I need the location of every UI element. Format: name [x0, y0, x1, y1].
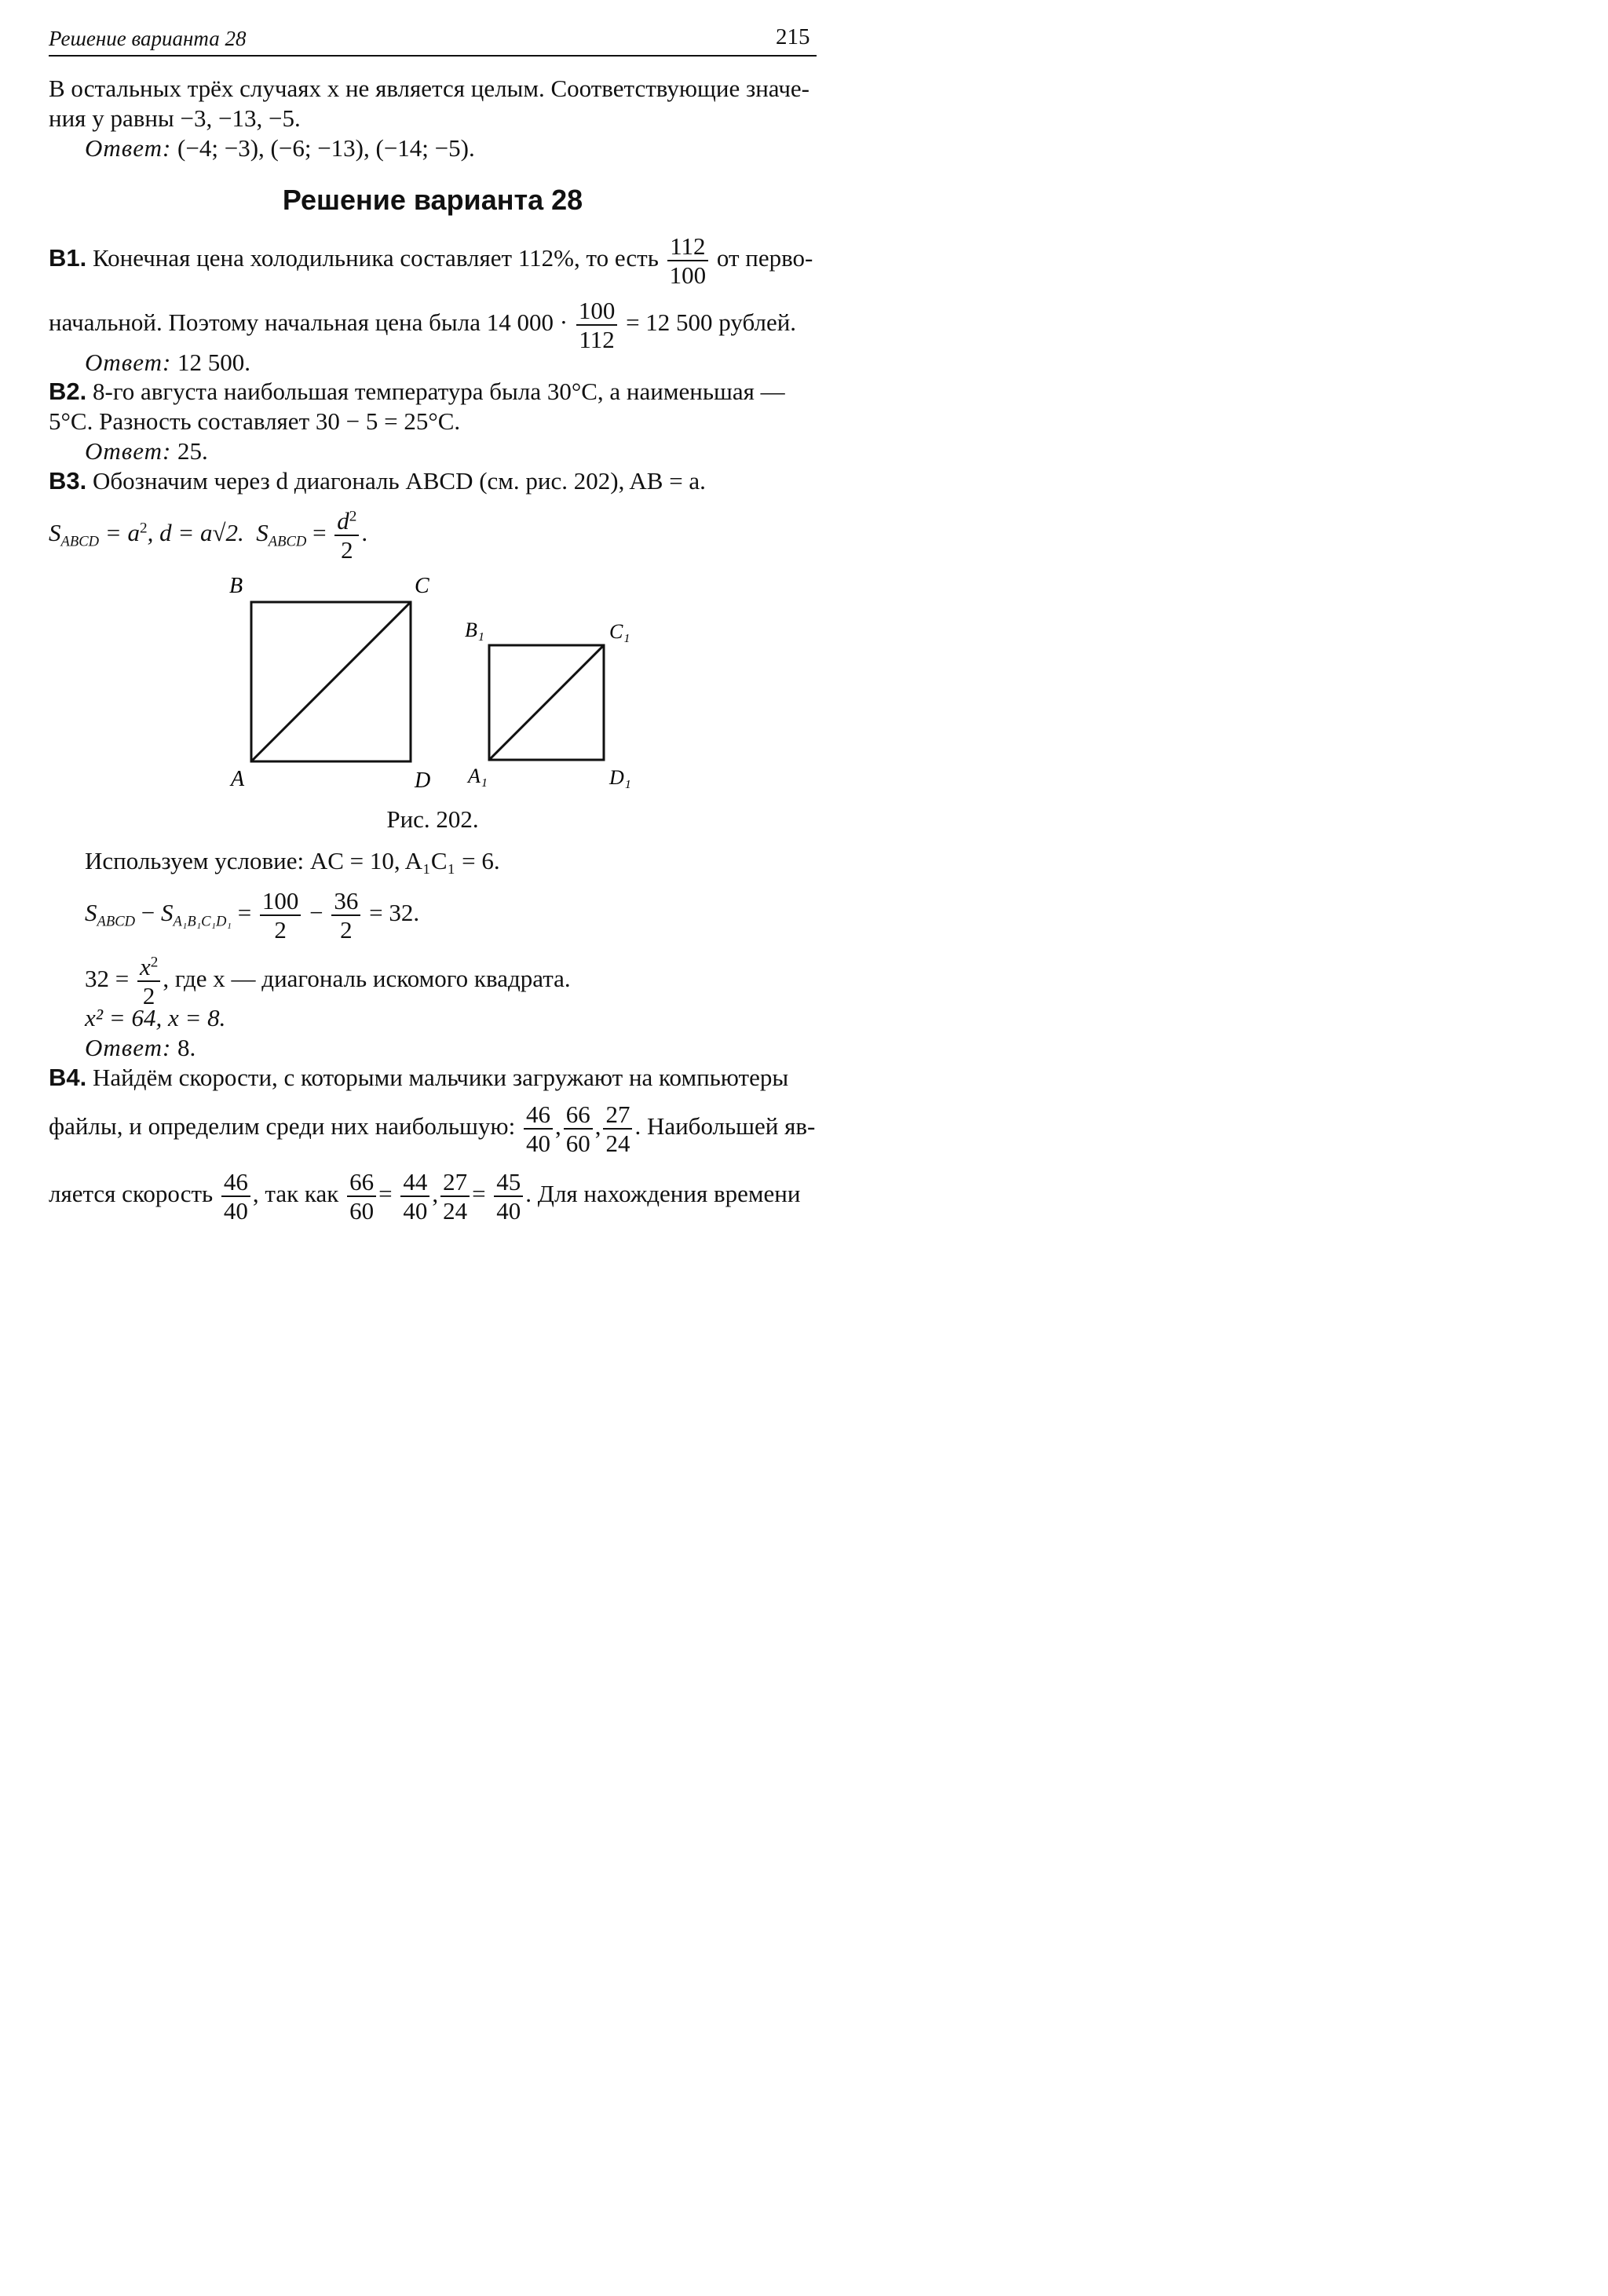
fraction-denominator: 40: [223, 1197, 248, 1225]
fraction-numerator: 27: [440, 1170, 470, 1197]
fraction-66-60: [564, 1102, 593, 1155]
fraction-denominator: 60: [349, 1197, 375, 1225]
b2-text-1: 8-го августа наибольшая температура была 30°C, а наименьшая —: [93, 378, 785, 405]
b4-text-3-tail: . Для нахождения времени: [525, 1180, 801, 1208]
fraction-numerator: 46: [524, 1102, 553, 1130]
b1-text-2-tail: = 12 500 рублей.: [626, 308, 797, 337]
minus-sign-2: −: [309, 899, 323, 927]
fraction-45-40: [494, 1170, 523, 1223]
fraction-27-24-b: [440, 1170, 470, 1223]
answer-value: 8.: [177, 1034, 196, 1061]
b3-line-1: [49, 466, 706, 496]
fraction-denominator: 60: [565, 1130, 590, 1157]
eq-end: .: [361, 519, 368, 547]
fraction-66-60-b: [347, 1170, 376, 1223]
diagonal-ac: [251, 602, 411, 761]
intro-line-2: ния y равны −3, −13, −5.: [49, 104, 301, 132]
label-b: B: [229, 574, 243, 598]
label-c: C: [415, 574, 429, 598]
intro-line-1: В остальных трёх случаях x не является целым. Соответствующие значе-: [49, 75, 809, 102]
b4-text-3: ляется скорость: [49, 1180, 214, 1208]
fraction-numerator: 46: [221, 1170, 250, 1197]
fraction-numerator: 27: [603, 1102, 632, 1130]
b1-fraction-2: [576, 298, 618, 352]
figure-caption: Рис. 202.: [386, 805, 479, 833]
b1-label: B1.: [49, 244, 87, 272]
fraction-44-40: [400, 1170, 429, 1223]
d-squared-over-2: [334, 509, 359, 562]
answer-label: Ответ:: [85, 134, 172, 162]
b3-condition: Используем условие: AC = 10, A₁C₁ = 6.: [85, 847, 500, 874]
fraction-numerator: [137, 955, 160, 982]
label-d: D: [415, 768, 431, 793]
answer-label: Ответ:: [85, 1034, 172, 1061]
equals-sign: =: [237, 899, 252, 927]
b1-text-1: Конечная цена холодильника составляет 112%, то есть: [93, 244, 659, 272]
minus-sign: −: [141, 899, 155, 927]
b2-label: B2.: [49, 378, 87, 405]
eq-a-exponent: 2: [139, 520, 148, 537]
b1-text-1-tail: от перво-: [716, 244, 813, 272]
b3-difference: [85, 889, 419, 942]
area-symbol-4: S: [161, 899, 174, 927]
eq-a: = a: [104, 519, 140, 547]
b4-label: B4.: [49, 1064, 87, 1091]
fraction-numerator: 66: [564, 1102, 593, 1130]
numerator-x: x: [139, 953, 151, 980]
difference-result: = 32.: [369, 899, 420, 927]
eq-d: , d = a√2.: [147, 519, 244, 547]
b3-equation-32: [85, 955, 571, 1008]
fraction-numerator: 66: [347, 1170, 376, 1197]
square-abcd: [229, 574, 430, 793]
figure-202: [220, 569, 660, 797]
fraction-numerator: 100: [576, 298, 618, 326]
fraction-denominator: 112: [579, 326, 615, 353]
running-title: Решение варианта 28: [49, 27, 247, 50]
b4-text-3-mid: , так как: [252, 1180, 339, 1208]
b3-label: B3.: [49, 467, 87, 495]
label-c1: C₁: [609, 620, 630, 643]
b3-answer: [85, 1033, 196, 1063]
fraction-denominator: 40: [403, 1197, 428, 1225]
answer-value: (−4; −3), (−6; −13), (−14; −5).: [177, 134, 475, 162]
area-subscript: ABCD: [60, 533, 100, 550]
label-d1: D₁: [609, 766, 631, 789]
b4-line-1: [49, 1063, 788, 1093]
answer-value: 12 500.: [177, 349, 251, 376]
b2-line-2: 5°C. Разность составляет 30 − 5 = 25°C.: [49, 407, 461, 435]
fraction-46-40-b: [221, 1170, 250, 1223]
fraction-denominator: 40: [496, 1197, 521, 1225]
numerator-exponent: 2: [150, 954, 159, 971]
b4-line-2: файлы, и определим среди них наибольшую: $\frac{46}{40}$ , $\frac{66}{60}$ , $\frac{27}{24}$ . Наибольшей яв-: [49, 1101, 816, 1157]
fraction-denominator: 40: [525, 1130, 550, 1157]
area-symbol: S: [49, 519, 61, 547]
fraction-46-40: [524, 1102, 553, 1155]
answer-label: Ответ:: [85, 349, 172, 376]
b1-line-1: [49, 234, 813, 287]
label-a1: A₁: [468, 765, 488, 787]
eq32-tail: , где x — диагональ искомого квадрата.: [163, 965, 571, 993]
fraction-numerator: [334, 509, 359, 536]
fraction-denominator: 2: [142, 982, 155, 1009]
fraction-27-24: [603, 1102, 632, 1155]
fraction-denominator: 2: [341, 536, 353, 564]
b4-line-3: ляется скорость $\frac{46}{40}$ , так как $\frac{66}{60}$ = $\frac{44}{40}$ , $\frac{27}{24}$ = $\frac{45}{40}$ . Для нахождения времени: [49, 1168, 801, 1225]
b3-text-1: Обозначим через d диагональ ABCD (см. рис. 202), AB = a.: [93, 467, 706, 495]
area-subscript-2: ABCD: [268, 533, 307, 550]
answer-label: Ответ:: [85, 437, 172, 465]
fraction-numerator: 36: [331, 889, 360, 916]
b1-answer: [85, 348, 250, 378]
eq32-left: 32 =: [85, 965, 130, 993]
page-number: 215: [776, 24, 810, 49]
intro-answer: [85, 133, 475, 163]
numerator-exponent: 2: [349, 508, 357, 525]
fraction-denominator: 24: [443, 1197, 468, 1225]
fraction-numerator: 44: [400, 1170, 429, 1197]
b3-area-formula: $S_{ABCD} = a^2$, d = a√2. $S_{ABCD}$ = $\frac{d^2}{2}$ .: [49, 507, 368, 564]
square-a1b1c1d1: [465, 619, 631, 789]
fraction-denominator: 24: [605, 1130, 630, 1157]
b2-line-1: [49, 377, 785, 407]
b1-fraction-1: [667, 234, 709, 287]
b2-answer: [85, 436, 208, 466]
header-rule: [49, 55, 817, 57]
b4-text-2-tail: . Наибольшей яв-: [634, 1112, 816, 1141]
b3-x-line: x² = 64, x = 8.: [85, 1004, 226, 1031]
fraction-numerator: 100: [260, 889, 302, 916]
fraction-numerator: 45: [494, 1170, 523, 1197]
section-title: Решение варианта 28: [282, 184, 583, 216]
x-squared-over-2: [137, 955, 160, 1008]
fraction-denominator: 2: [340, 916, 353, 944]
label-b1: B₁: [465, 619, 484, 641]
diagonal-a1c1: [489, 645, 604, 760]
area-symbol-2: S: [256, 519, 269, 547]
area-subscript-4: A₁B₁C₁D₁: [173, 913, 232, 930]
fraction-100-2: [260, 889, 302, 942]
fraction-denominator: 100: [669, 261, 707, 289]
b4-text-1: Найдём скорости, с которыми мальчики загружают на компьютеры: [93, 1064, 789, 1091]
fraction-numerator: 112: [667, 234, 709, 261]
area-symbol-3: S: [85, 899, 97, 927]
numerator-d: d: [337, 507, 349, 535]
answer-value: 25.: [177, 437, 208, 465]
label-a: A: [231, 767, 245, 791]
b1-text-2: начальной. Поэтому начальная цена была 14 000 ·: [49, 308, 568, 337]
fraction-denominator: 2: [274, 916, 287, 944]
b4-text-2: файлы, и определим среди них наибольшую:: [49, 1112, 516, 1141]
fraction-36-2: [331, 889, 360, 942]
b1-line-2: [49, 298, 796, 352]
area-subscript-3: ABCD: [97, 913, 136, 930]
